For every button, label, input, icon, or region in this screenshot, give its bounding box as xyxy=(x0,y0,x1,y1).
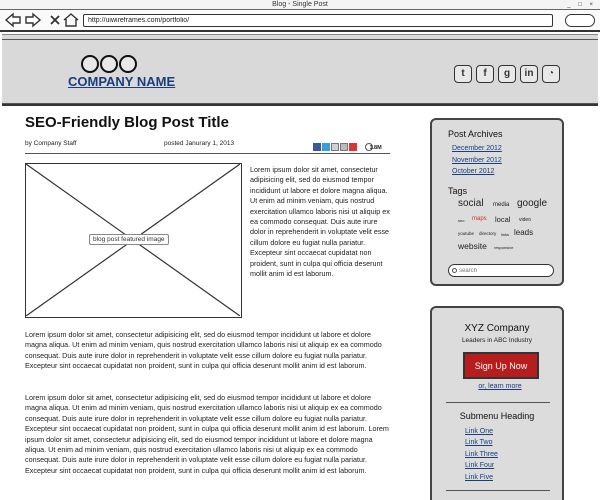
address-bar[interactable] xyxy=(83,14,553,27)
sidebar-divider xyxy=(446,490,550,491)
back-button[interactable] xyxy=(4,12,22,28)
company-name: COMPANY NAME xyxy=(68,74,176,89)
archive-link-november-2012[interactable]: November 2012 xyxy=(452,157,502,164)
rss-icon[interactable]: ◔ xyxy=(542,65,560,83)
header-divider xyxy=(2,103,598,104)
browser-search-field[interactable] xyxy=(565,14,595,27)
post-intro-text: Lorem ipsum dolor sit amet, consectetur adipisicing elit, sed do eiusmod tempor incididunt ut labore et dolore magna aliqua. Ut enim ad minim veniam, quis nostrud exercitation ullamco laboris nisi ut aliquip ex ea commodo consequat. Duis aute irure dolor in reprehenderit in voluptate velit esse cillum dolore eu fugiat nulla pariatur. Excepteur sint occaecat cupidatat non proident, sunt in culpa qui officia deserunt mollit anim id est laborum. xyxy=(250,165,390,279)
company-logo[interactable] xyxy=(68,55,178,93)
cta-title: XYZ Company xyxy=(464,323,530,334)
tag-website[interactable]: website xyxy=(458,241,487,251)
learn-more-link[interactable]: or, learn more xyxy=(478,383,522,390)
submenu-link-two[interactable]: Link Two xyxy=(465,439,493,446)
featured-image-placeholder xyxy=(25,163,242,318)
tag-local[interactable]: local xyxy=(495,215,511,224)
tag-links[interactable]: links xyxy=(501,232,510,237)
share-bar xyxy=(313,138,382,156)
archives-heading: Post Archives xyxy=(448,129,503,139)
post-paragraph: Lorem ipsum dolor sit amet, consectetur adipisicing elit, sed do eiusmod tempor incididunt ut labore et dolore magna aliqua. Ut enim ad minim veniam, quis nostrud exercitation ullamco laboris nisi ut aliquip ex ea commodo consequat. Duis aute irure dolor in reprehenderit in voluptate velit esse cillum dolore eu fugiat nulla pariatur. Excepteur sint occaecat cupidatat non proident, sunt in culpa qui officia deserunt mollit anim id est laborum. Lorem ipsum dolor sit amet, consectetur adipisicing elit, sed do eiusmod tempor incididunt ut labore et dolore magna aliqua. Ut enim ad minim veniam, quis nostrud exercitation ullamco laboris nisi ut aliquip ex ea commodo consequat. Duis aute irure dolor in reprehenderit in voluptate velit esse cillum dolore eu fugiat nulla pariatur. Excepteur sint occaecat cupidatat non proident, sunt in culpa qui officia deserunt mollit anim id est laborum. xyxy=(25,393,389,475)
tags-heading: Tags xyxy=(448,186,468,196)
tag-maps[interactable]: maps xyxy=(472,216,487,222)
linkedin-icon[interactable]: in xyxy=(520,65,538,83)
google-icon[interactable]: g xyxy=(498,65,516,83)
back-arrow-icon xyxy=(4,12,22,28)
tag-youtube[interactable]: youtube xyxy=(458,231,475,236)
sidebar-cta-panel xyxy=(430,306,564,500)
facebook-share-icon[interactable] xyxy=(313,143,321,151)
add-share-icon[interactable] xyxy=(349,143,357,151)
featured-image-label: blog post featured image xyxy=(89,234,169,245)
site-header xyxy=(2,34,598,106)
submenu-heading: Submenu Heading xyxy=(459,411,535,421)
twitter-icon[interactable]: t xyxy=(454,65,472,83)
browser-toolbar xyxy=(0,10,600,32)
archive-link-december-2012[interactable]: December 2012 xyxy=(452,145,502,152)
post-paragraph: Lorem ipsum dolor sit amet, consectetur adipisicing elit, sed do eiusmod tempor incididunt ut labore et dolore magna aliqua. Ut enim ad minim veniam, quis nostrud exercitation ullamco laboris nisi ut aliquip ex ea commodo consequat. Duis aute irure dolor in reprehenderit in voluptate velit esse cillum dolore eu fugiat nulla pariatur. Excepteur sint occaecat cupidatat non proident, sunt in culpa qui officia deserunt mollit anim id est laborum. xyxy=(25,330,382,371)
home-button[interactable] xyxy=(62,12,80,28)
window-title: Blog - Single Post xyxy=(272,1,328,8)
print-share-icon[interactable] xyxy=(340,143,348,151)
sidebar-search-input[interactable] xyxy=(448,264,554,277)
window-titlebar xyxy=(0,0,600,10)
header-divider xyxy=(2,39,598,40)
twitter-share-icon[interactable] xyxy=(322,143,330,151)
sidebar-divider xyxy=(446,402,550,403)
forward-button[interactable] xyxy=(24,12,42,28)
submenu-link-five[interactable]: Link Five xyxy=(465,474,494,481)
home-icon xyxy=(62,12,80,28)
post-author: by Company Staff xyxy=(25,140,77,147)
tag-responsive[interactable]: responsive xyxy=(494,245,514,250)
post-date: posted Janurary 1, 2013 xyxy=(164,140,235,147)
submenu-link-one[interactable]: Link One xyxy=(465,428,494,435)
tag-leads[interactable]: leads xyxy=(514,228,534,237)
tag-google[interactable]: google xyxy=(517,198,548,209)
forward-arrow-icon xyxy=(24,12,42,28)
post-title: SEO-Friendly Blog Post Title xyxy=(25,114,229,131)
tag-video[interactable]: video xyxy=(519,217,531,223)
social-links xyxy=(454,63,564,83)
tag-seo[interactable]: seo xyxy=(458,218,465,223)
tag-media[interactable]: media xyxy=(493,202,510,208)
email-share-icon[interactable] xyxy=(331,143,339,151)
post-meta xyxy=(25,140,390,154)
tag-directory[interactable]: directory xyxy=(479,231,497,236)
facebook-icon[interactable]: f xyxy=(476,65,494,83)
post-content xyxy=(25,114,390,475)
tag-social[interactable]: social xyxy=(458,198,484,209)
submenu-link-three[interactable]: Link Three xyxy=(465,451,498,458)
sidebar-archives-panel xyxy=(430,118,564,286)
sign-up-button[interactable]: Sign Up Now xyxy=(463,352,539,379)
share-count-badge: 1.8M xyxy=(365,143,373,151)
submenu-link-four[interactable]: Link Four xyxy=(465,462,495,469)
window-controls[interactable]: _ □ × xyxy=(567,2,596,8)
search-icon xyxy=(452,268,457,273)
cta-subtitle: Leaders in ABC Industry xyxy=(461,337,533,344)
archive-link-october-2012[interactable]: October 2012 xyxy=(452,168,495,175)
